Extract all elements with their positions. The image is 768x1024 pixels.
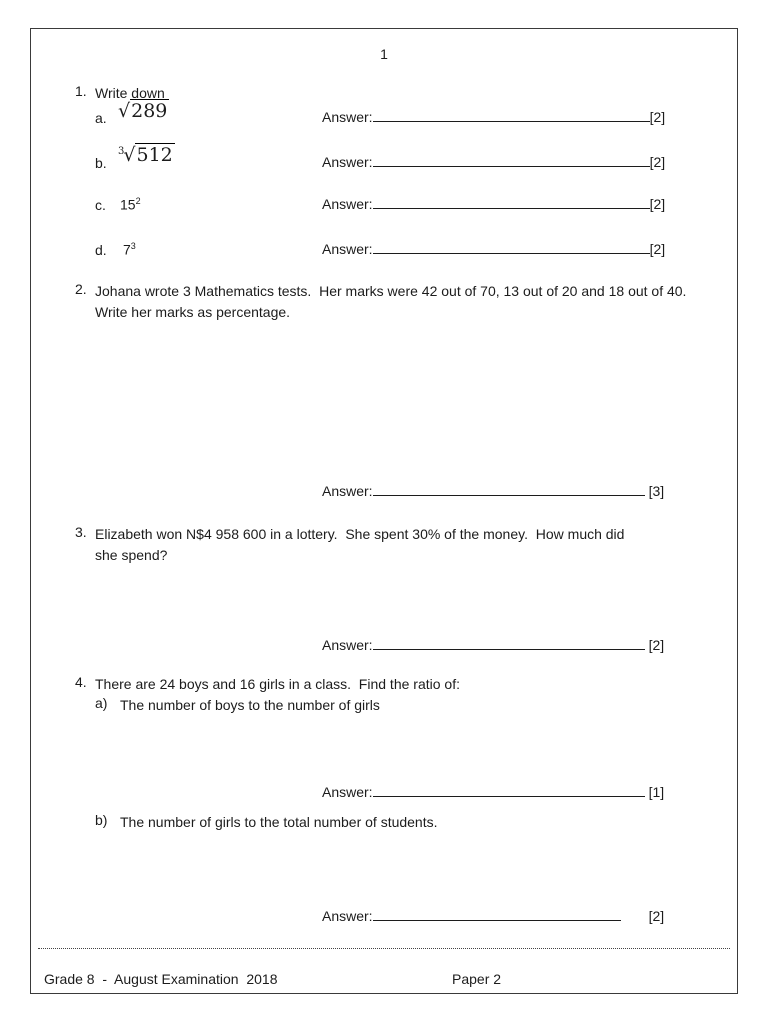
answer-label: Answer: — [322, 154, 373, 170]
question-4-number: 4. — [75, 674, 87, 690]
answer-label: Answer: — [322, 637, 373, 653]
answer-label: Answer: — [322, 908, 373, 924]
q2-answer-row — [322, 483, 664, 499]
question-1-text: Write down — [95, 85, 165, 101]
answer-blank-line — [373, 118, 650, 122]
radical-sign-icon: √ — [118, 100, 131, 122]
question-1-number: 1. — [75, 83, 87, 99]
q3-answer-row — [322, 637, 664, 653]
marks-badge: [2] — [649, 241, 666, 257]
marks-badge: [2] — [649, 109, 666, 125]
question-2-line1: Johana wrote 3 Mathematics tests. Her marks were 42 out of 70, 13 out of 20 and 18 out of 40. — [95, 283, 687, 299]
question-4b-label: b) — [95, 812, 108, 828]
answer-label: Answer: — [322, 241, 373, 257]
answer-label: Answer: — [322, 483, 373, 499]
root-index: 3 — [118, 146, 125, 157]
power-expression — [123, 241, 136, 258]
q1-item-d-label: d. — [95, 242, 107, 258]
q1-d-answer-row — [322, 241, 665, 257]
footer-dotted-divider — [38, 948, 730, 949]
q1-item-b-label: b. — [95, 155, 107, 171]
q1-b-answer-row — [322, 154, 665, 170]
question-2 — [75, 281, 695, 323]
q1-item-b — [95, 144, 665, 174]
question-3-line2: she spend? — [95, 547, 168, 563]
marks-badge: [3] — [648, 483, 665, 499]
q1-a-answer-row — [322, 109, 665, 125]
radicand: 289 — [131, 100, 168, 122]
q4b-answer-row — [322, 908, 664, 924]
q1-item-d — [95, 237, 665, 267]
q1-item-a — [95, 100, 665, 130]
marks-badge: [2] — [648, 908, 665, 924]
marks-badge: [1] — [648, 784, 665, 800]
footer-paper-label: Paper 2 — [452, 971, 502, 987]
power-base: 15 — [120, 196, 136, 213]
cube-root-expression — [118, 146, 175, 165]
marks-badge: [2] — [649, 154, 666, 170]
power-base: 7 — [123, 241, 131, 258]
q4a-answer-row — [322, 784, 664, 800]
question-4a-label: a) — [95, 695, 108, 711]
power-expression — [120, 196, 141, 213]
q1-item-c-label: c. — [95, 197, 106, 213]
radicand: 512 — [136, 144, 173, 166]
answer-label: Answer: — [322, 784, 373, 800]
power-exponent: 2 — [135, 196, 141, 206]
q1-item-a-label: a. — [95, 110, 107, 126]
answer-blank-line — [373, 205, 650, 209]
answer-blank-line — [373, 917, 621, 921]
q1-c-answer-row — [322, 196, 665, 212]
question-2-number: 2. — [75, 281, 87, 297]
question-3 — [75, 524, 695, 566]
question-3-line1: Elizabeth won N$4 958 600 in a lottery. She spent 30% of the money. How much did — [95, 526, 625, 542]
radical-sign-icon: √ — [123, 144, 136, 166]
sqrt-expression — [118, 102, 169, 121]
answer-label: Answer: — [322, 196, 373, 212]
question-4-text: There are 24 boys and 16 girls in a class. Find the ratio of: — [95, 676, 460, 692]
marks-badge: [2] — [648, 637, 665, 653]
question-4a — [95, 695, 695, 716]
question-4b-text: The number of girls to the total number of students. — [120, 814, 438, 830]
question-4b — [95, 812, 695, 833]
question-4a-text: The number of boys to the number of girls — [120, 697, 380, 713]
q1-item-c — [95, 192, 665, 222]
question-2-line2: Write her marks as percentage. — [95, 304, 291, 320]
marks-badge: [2] — [649, 196, 666, 212]
power-exponent: 3 — [130, 241, 136, 251]
answer-blank-line — [373, 163, 650, 167]
answer-blank-line — [373, 492, 645, 496]
answer-blank-line — [373, 793, 645, 797]
answer-blank-line — [373, 250, 650, 254]
page-number: 1 — [380, 46, 388, 62]
question-3-number: 3. — [75, 524, 87, 540]
footer-exam-title: Grade 8 - August Examination 2018 — [44, 971, 278, 987]
answer-blank-line — [373, 646, 645, 650]
question-4-heading — [75, 674, 695, 695]
answer-label: Answer: — [322, 109, 373, 125]
